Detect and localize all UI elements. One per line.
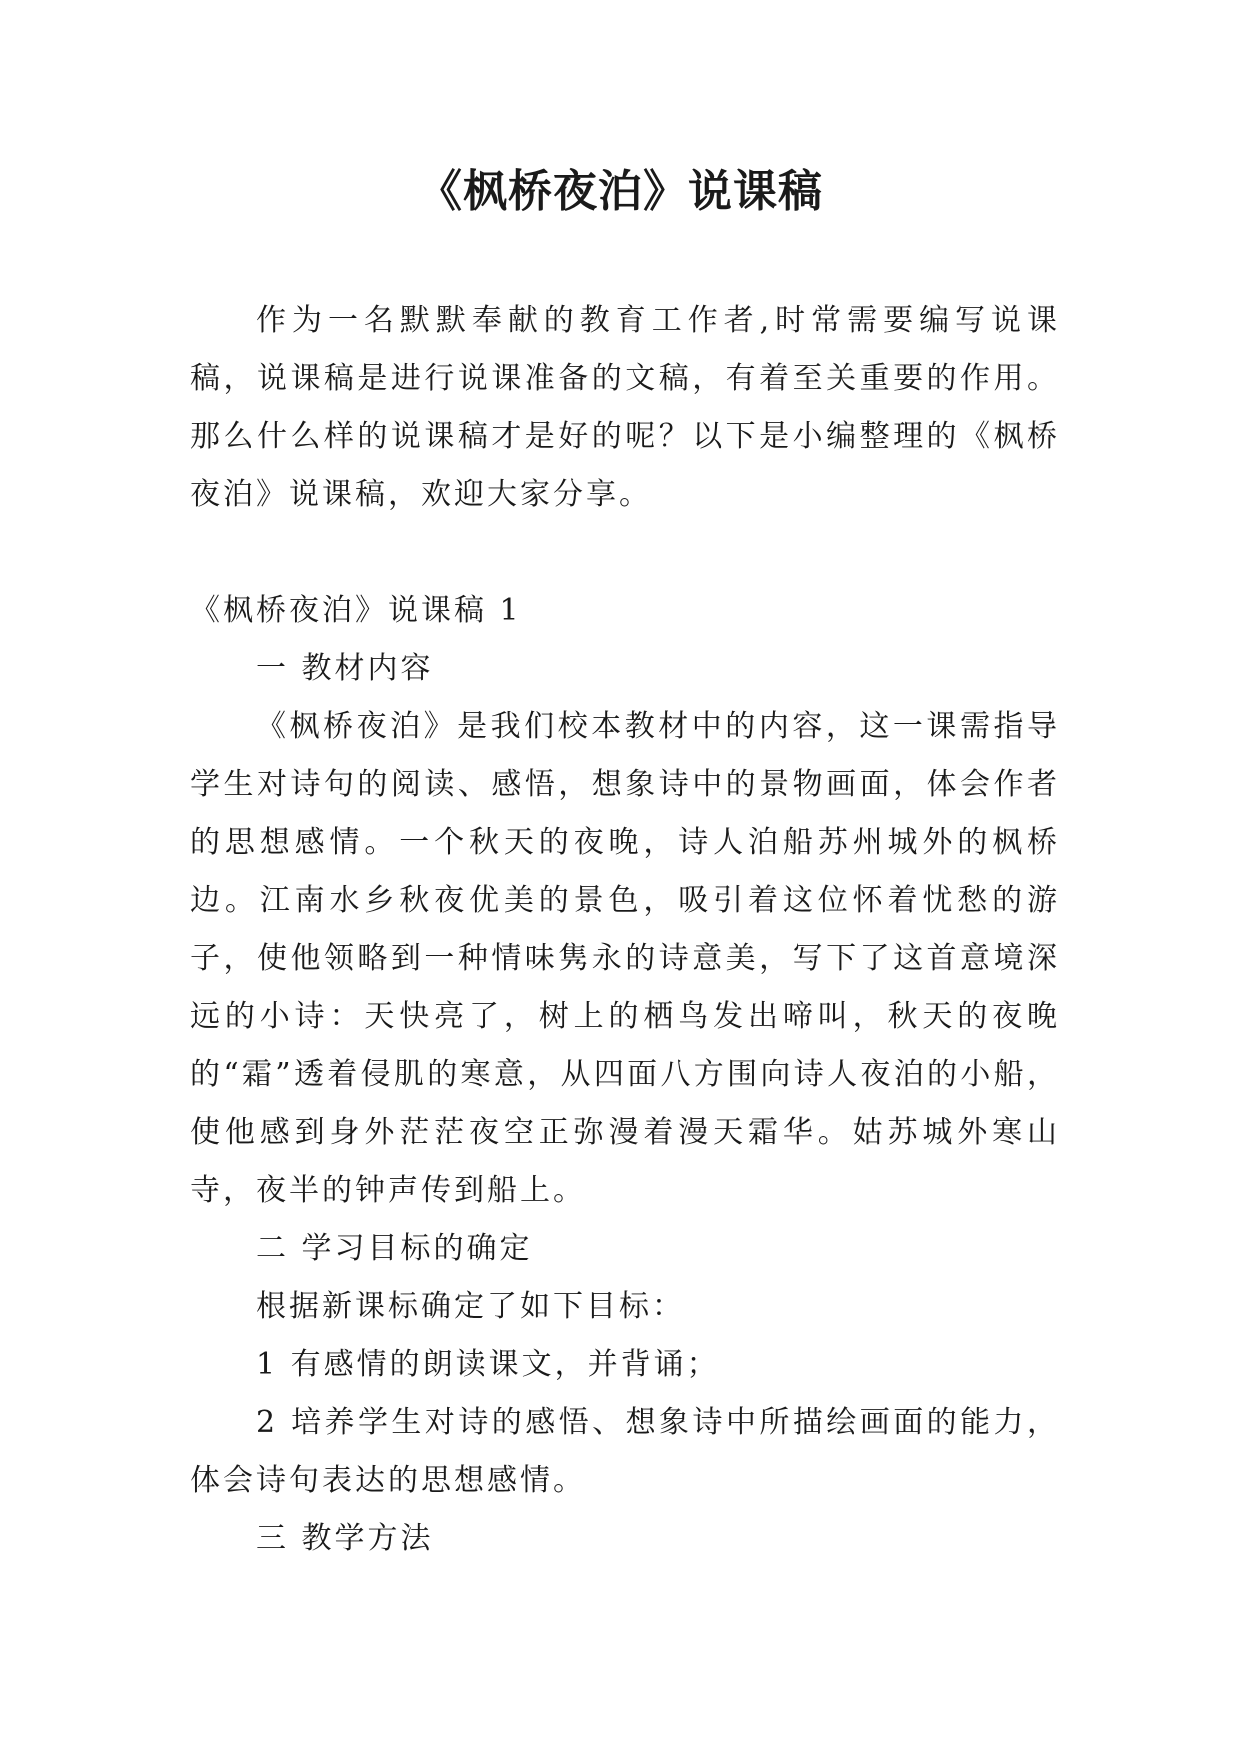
paragraph-spacer: [190, 524, 1060, 582]
heading-teaching-methods: 三 教学方法: [256, 1521, 434, 1556]
document-title: 《枫桥夜泊》说课稿: [418, 166, 823, 217]
heading-teaching-content: 一 教材内容: [256, 651, 434, 686]
document-body: [190, 292, 1060, 1568]
goal-item-2: 2 培养学生对诗的感悟、想象诗中所描绘画面的能力，体会诗句表达的思想感情。: [190, 1405, 1060, 1498]
goals-intro: 根据新课标确定了如下目标：: [256, 1289, 685, 1324]
heading-learning-goals: 二 学习目标的确定: [256, 1231, 533, 1266]
teaching-content-paragraph: 《枫桥夜泊》是我们校本教材中的内容，这一课需指导学生对诗句的阅读、感悟，想象诗中的景物画面，体会作者的思想感情。一个秋天的夜晚，诗人泊船苏州城外的枫桥边。江南水乡秋夜优美的景色，吸引着这位怀着忧愁的游子，使他领略到一种情味隽永的诗意美，写下了这首意境深远的小诗：天快亮了，树上的栖鸟发出啼叫，秋天的夜晚的“霜”透着侵肌的寒意，从四面八方围向诗人夜泊的小船，使他感到身外茫茫夜空正弥漫着漫天霜华。姑苏城外寒山寺，夜半的钟声传到船上。: [190, 709, 1060, 1208]
intro-paragraph: 作为一名默默奉献的教育工作者,时常需要编写说课稿，说课稿是进行说课准备的文稿，有着至关重要的作用。那么什么样的说课稿才是好的呢？以下是小编整理的《枫桥夜泊》说课稿，欢迎大家分享。: [190, 303, 1060, 512]
section-title: 《枫桥夜泊》说课稿 1: [190, 593, 522, 628]
goal-item-1: 1 有感情的朗读课文，并背诵；: [256, 1347, 720, 1382]
